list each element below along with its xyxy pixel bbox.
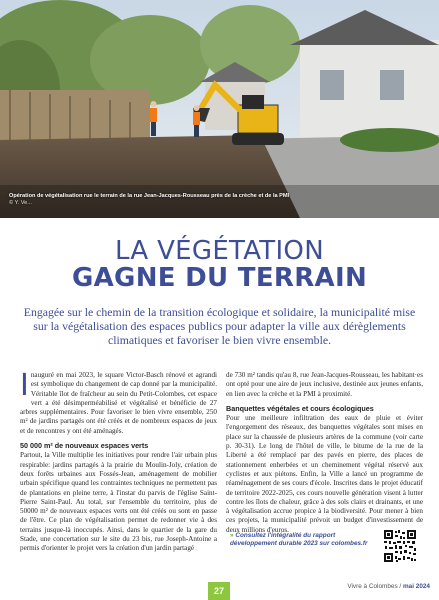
magazine-name: Vivre à Colombes /	[347, 583, 402, 590]
magazine-footer	[330, 583, 430, 591]
lead-paragraph: Engagée sur le chemin de la transition écologique et solidaire, la municipalité mise sur la végétalisation des espaces publics pour adapter la ville aux dérèglements climatiques et favoriser le bien vivre ensemble.	[23, 305, 416, 348]
report-link[interactable]	[230, 532, 370, 548]
photo-credit: © Y. Ve...	[9, 200, 32, 207]
article-column-right	[226, 371, 423, 535]
article-column-left	[20, 368, 217, 554]
arrow-icon: »	[230, 532, 234, 539]
qr-code-icon[interactable]	[383, 529, 417, 563]
caption-text: Opération de végétalisation rue le terrain de la rue Jean-Jacques-Rousseau près de la crèche et de la PMI	[9, 193, 290, 199]
subheading-green-spaces: 50 000 m² de nouveaux espaces verts	[20, 441, 149, 451]
issue-date: mai 2024	[402, 583, 430, 590]
body-paragraph-right: Pour une meilleure infiltration des eaux de pluie et éviter l'engorgement des réseaux, des banquettes végétales sont mises en place sur la chaussée de plusieurs artères de la commune (voir carte p. 30-31). Le long de l'hôtel de ville, le bitume de la rue de la Liberté a été remplacé par des pavés en pierre, des places de stationnement enherbées et un cheminement végétal réservé aux cyclistes et aux piétons. Enfin, la Ville a lancé un programme de réaménagement de ses cours d'école. Inscrites dans le projet éducatif de territoire 2022-2025, ces cours nouvelle génération visent à lutter contre les îlots de chaleur, grâce à des sols clairs et drainants, et une à végétalisation accrue propice à la biodiversité. Pour mener à bien ces projets, la municipalité prévoit un budget d'investissement de deux millions d'euros.	[226, 414, 423, 534]
photo-caption	[9, 193, 429, 208]
continuation-paragraph: de 730 m² tandis qu'au 8, rue Jean-Jacques-Rousseau, les habitant·es ont opté pour une aire de jeux inclusive, destinée aux jeunes enfants, en lien avec la crèche et la PMI à proximité.	[226, 371, 423, 398]
headline-line-2: GAGNE DU TERRAIN	[71, 263, 367, 293]
subheading-banquettes: Banquettes végétales et cours écologiques	[226, 403, 374, 413]
intro-text: nauguré en mai 2023, le square Victor-Basch rénové et agrandi est symbolique du changement de cap donné par la municipalité. Véritable îlot de fraîcheur au sein du Petit-Colombes, cet espace vert a été désimperméabilisé et végétalisé et bénéficie de 27 arbres supplémentaires. Pour favoriser le bien vivre ensemble, 250 m² de jardins partagés ont été créés et de nombreux espaces de jeux et de rencontres y ont été aménagés.	[20, 371, 217, 435]
headline-line-1: LA VÉGÉTATION	[115, 236, 324, 266]
intro-paragraph	[20, 368, 217, 436]
report-link-text: Consultez l'intégralité du rapport développement durable 2023 sur colombes.fr	[230, 532, 368, 548]
drop-cap: I	[20, 368, 29, 403]
body-paragraph-left: Partout, la Ville multiplie les initiatives pour rendre l'air urbain plus respirable: jardins partagés à la prairie du Moulin-Joly, création de deux forêts urbaines aux Fossés-Jean, aménagement de mobilier urbain spécifique quand les contraintes techniques ne permettent pas de plantations en pleine terre, à l'instar du parvis de l'église Saint-Pierre Saint-Paul. Au total, sur l'ensemble du territoire, plus de 50000 m² de nouveaux espaces verts ont été créés ou sont en passe de l'être. Ce plan de végétalisation permet de redonner vie à des terrains jusque-là inoccupés. Ainsi, dans le quartier de la gare du Stade, une concertation sur le site du 23 bis, rue Joseph-Antoine a permis d'orienter le projet vers la création d'un jardin partagé	[20, 451, 217, 553]
hero-photo	[0, 0, 439, 218]
page-number: 27	[208, 582, 230, 600]
